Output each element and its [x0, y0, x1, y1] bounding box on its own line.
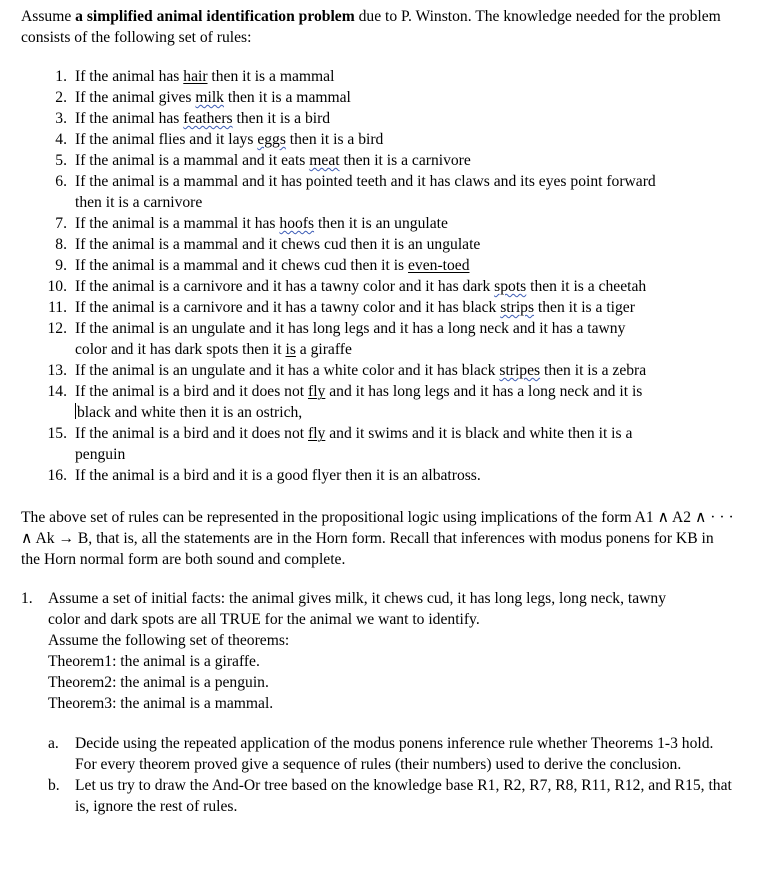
rule-text: If the animal is a carnivore and it has a tawny color and it has black [75, 299, 501, 316]
rule-keyword: hair [183, 68, 208, 85]
rule-item [21, 171, 735, 213]
rule-text: a giraffe [295, 341, 352, 358]
subquestion-b [21, 775, 735, 817]
rule-text: then it is a carnivore [339, 152, 471, 169]
rule-text: If the animal flies and it lays [75, 131, 258, 148]
rule-number: 8. [55, 236, 67, 253]
rules-list [21, 66, 735, 486]
rule-number: 5. [55, 152, 67, 169]
rule-keyword: is [285, 341, 296, 358]
intro-pre: Assume [21, 8, 76, 25]
rule-text: If the animal is an ungulate and it has a white color and it has black [75, 362, 500, 379]
rule-number: 1. [55, 68, 67, 85]
rule-text: If the animal has [75, 68, 184, 85]
rule-number: 2. [55, 89, 67, 106]
rule-number: 14. [47, 383, 67, 400]
rule-item [21, 150, 735, 171]
rule-item [21, 234, 735, 255]
rule-text: and it has long legs and it has a long neck and it is [325, 383, 643, 400]
question-line: color and dark spots are all TRUE for the animal we want to identify. [48, 611, 480, 628]
rule-item [21, 465, 735, 486]
rule-text: If the animal is a mammal and it chews cud then it is [75, 257, 409, 274]
rule-text: color and it has dark spots then it [75, 341, 286, 358]
rule-text: If the animal has [75, 110, 184, 127]
rule-keyword: spots [494, 278, 527, 295]
subquestion-text: Decide using the repeated application of the modus ponens inference rule whether Theorems 1-3 hold. For every theorem proved give a sequence of rules (their numbers) used to derive the conclusion. [75, 735, 714, 773]
rule-keyword: hoofs [279, 215, 315, 232]
theorem-item: Theorem1: the animal is a giraffe. [48, 653, 260, 670]
rule-text: then it is a mammal [223, 89, 351, 106]
rule-item [21, 66, 735, 87]
rule-item [21, 423, 735, 465]
rule-item [21, 108, 735, 129]
rule-keyword: fly [308, 425, 326, 442]
rule-text: then it is a bird [232, 110, 331, 127]
subquestions-list [21, 733, 735, 817]
horn-form-paragraph: The above set of rules can be represented in the propositional logic using implications of the form A1 ∧ A2 ∧ · · · ∧ Ak → B, that is, all the statements are in the Horn form. Recall that inferences with modus ponens for KB in the Horn normal form are both sound and complete. [21, 509, 734, 568]
rule-number: 9. [55, 257, 67, 274]
rule-number: 13. [47, 362, 67, 379]
text-cursor [75, 403, 76, 419]
rule-keyword: eggs [257, 131, 286, 148]
rule-keyword: meat [309, 152, 340, 169]
rule-text: then it is a carnivore [75, 194, 203, 211]
rule-number: 7. [55, 215, 67, 232]
document-body [21, 6, 735, 817]
question-line: Assume a set of initial facts: the animal gives milk, it chews cud, it has long legs, long neck, tawny [48, 590, 666, 607]
question-1 [21, 588, 735, 714]
rule-item [21, 213, 735, 234]
rule-number: 12. [47, 320, 67, 337]
rule-keyword: fly [308, 383, 326, 400]
rule-item [21, 255, 735, 276]
rule-item [21, 276, 735, 297]
intro-post: due to P. Winston. The knowledge needed for the problem consists of the following set of rules: [21, 8, 721, 46]
question-line: Assume the following set of theorems: [48, 632, 290, 649]
rule-text: If the animal is a carnivore and it has a tawny color and it has dark [75, 278, 495, 295]
rule-number: 4. [55, 131, 67, 148]
rule-keyword: stripes [499, 362, 541, 379]
subquestion-letter: a. [48, 735, 59, 752]
rule-text: If the animal gives [75, 89, 196, 106]
rule-text: black and white then it is an ostrich, [77, 404, 303, 421]
rule-number: 10. [47, 278, 67, 295]
rule-text: If the animal is an ungulate and it has long legs and it has a long neck and it has a tawny [75, 320, 626, 337]
rule-text: and it swims and it is black and white then it is a [325, 425, 633, 442]
theorem-item: Theorem3: the animal is a mammal. [48, 695, 274, 712]
rule-text: then it is a zebra [540, 362, 647, 379]
rule-text: then it is a tiger [534, 299, 635, 316]
rule-number: 16. [47, 467, 67, 484]
rule-item [21, 129, 735, 150]
rule-number: 11. [48, 299, 67, 316]
question-number: 1. [21, 590, 33, 607]
subquestion-letter: b. [48, 777, 60, 794]
rule-text: If the animal is a mammal it has [75, 215, 280, 232]
theorem-item: Theorem2: the animal is a penguin. [48, 674, 269, 691]
rule-keyword: milk [195, 89, 224, 106]
subquestion-a [21, 733, 735, 775]
rule-text: then it is an ungulate [314, 215, 448, 232]
rule-item [21, 381, 735, 423]
rule-text: If the animal is a bird and it does not [75, 425, 308, 442]
rule-text: If the animal is a mammal and it chews cud then it is an ungulate [75, 236, 481, 253]
rule-text: then it is a cheetah [526, 278, 647, 295]
rule-item [21, 318, 735, 360]
rule-keyword: strips [500, 299, 535, 316]
rule-item [21, 297, 735, 318]
rule-text: If the animal is a bird and it is a good flyer then it is an albatross. [75, 467, 481, 484]
rule-keyword: even-toed [408, 257, 470, 274]
rule-text: If the animal is a bird and it does not [75, 383, 308, 400]
intro-paragraph [21, 6, 735, 48]
rule-item [21, 87, 735, 108]
rule-number: 3. [55, 110, 67, 127]
rule-text: then it is a mammal [207, 68, 335, 85]
rule-item [21, 360, 735, 381]
rule-number: 6. [55, 173, 67, 190]
subquestion-text: Let us try to draw the And-Or tree based on the knowledge base R1, R2, R7, R8, R11, R12, and R15, that is, ignore the rest of rules. [75, 777, 732, 815]
intro-bold: a simplified animal identification problem [75, 8, 355, 25]
rule-text: penguin [75, 446, 126, 463]
rule-keyword: feathers [183, 110, 233, 127]
rule-text: If the animal is a mammal and it eats [75, 152, 310, 169]
rule-text: If the animal is a mammal and it has pointed teeth and it has claws and its eyes point forward [75, 173, 656, 190]
rule-text: then it is a bird [285, 131, 384, 148]
rule-number: 15. [47, 425, 67, 442]
